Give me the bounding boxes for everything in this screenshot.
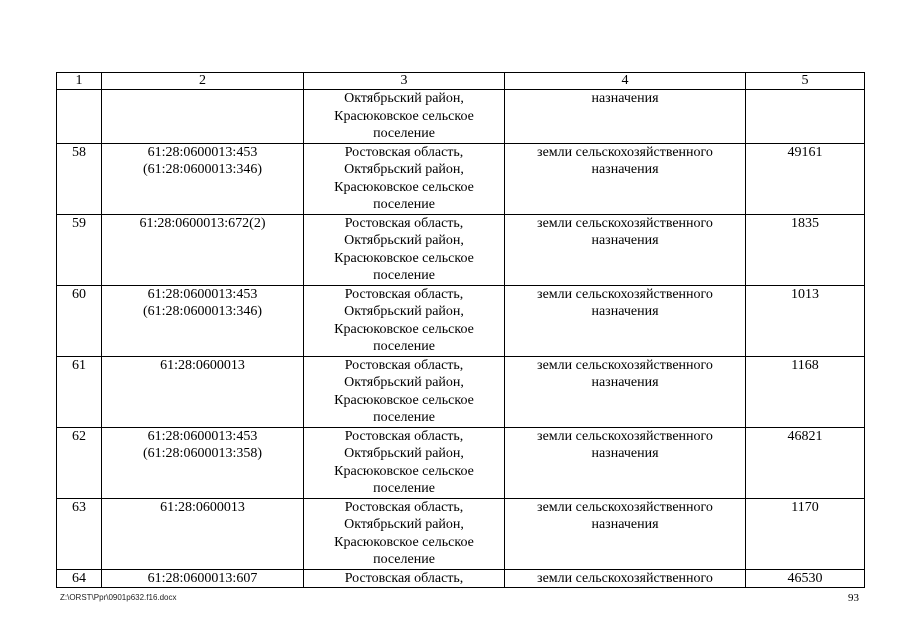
cadastral-number-cell: 61:28:0600013:453 (61:28:0600013:346): [102, 143, 304, 214]
row-number-cell: 62: [57, 427, 102, 498]
area-cell: 1170: [746, 498, 865, 569]
land-category-cell: земли сельскохозяйственного назначения: [505, 143, 746, 214]
column-number-5: 5: [746, 73, 865, 90]
table-row: [57, 214, 865, 285]
table-row: [57, 285, 865, 356]
cadastral-number-cell: 61:28:0600013: [102, 498, 304, 569]
location-cell: Ростовская область, Октябрьский район, Красюковское сельское поселение: [304, 498, 505, 569]
cadastral-number-cell: 61:28:0600013:453 (61:28:0600013:346): [102, 285, 304, 356]
land-category-cell: земли сельскохозяйственного назначения: [505, 427, 746, 498]
row-number-cell: 60: [57, 285, 102, 356]
row-number-cell: 58: [57, 143, 102, 214]
table-row: [57, 569, 865, 588]
column-number-row: [57, 73, 865, 90]
cadastral-number-cell: 61:28:0600013:607: [102, 569, 304, 588]
location-cell: Ростовская область, Октябрьский район, Красюковское сельское поселение: [304, 285, 505, 356]
table-row: [57, 90, 865, 144]
land-category-cell: земли сельскохозяйственного: [505, 569, 746, 588]
location-cell: Ростовская область, Октябрьский район, Красюковское сельское поселение: [304, 356, 505, 427]
land-category-cell: земли сельскохозяйственного назначения: [505, 498, 746, 569]
cadastral-number-cell: 61:28:0600013:453 (61:28:0600013:358): [102, 427, 304, 498]
table-row: [57, 356, 865, 427]
location-cell: Ростовская область, Октябрьский район, Красюковское сельское поселение: [304, 143, 505, 214]
area-cell: 49161: [746, 143, 865, 214]
table-row: [57, 143, 865, 214]
page-number: 93: [848, 592, 859, 604]
area-cell: 1168: [746, 356, 865, 427]
column-number-2: 2: [102, 73, 304, 90]
row-number-cell: [57, 90, 102, 144]
area-cell: 1013: [746, 285, 865, 356]
location-cell: Ростовская область,: [304, 569, 505, 588]
footer-file-path: Z:\ORST\Ppr\0901p632.f16.docx: [60, 593, 177, 602]
area-cell: 46530: [746, 569, 865, 588]
cadastral-number-cell: 61:28:0600013:672(2): [102, 214, 304, 285]
land-plots-table: [56, 72, 865, 588]
row-number-cell: 61: [57, 356, 102, 427]
area-cell: 46821: [746, 427, 865, 498]
location-cell: Ростовская область, Октябрьский район, Красюковское сельское поселение: [304, 214, 505, 285]
area-cell: 1835: [746, 214, 865, 285]
land-category-cell: назначения: [505, 90, 746, 144]
area-cell: [746, 90, 865, 144]
row-number-cell: 63: [57, 498, 102, 569]
location-cell: Октябрьский район, Красюковское сельское поселение: [304, 90, 505, 144]
column-number-4: 4: [505, 73, 746, 90]
table-row: [57, 498, 865, 569]
column-number-1: 1: [57, 73, 102, 90]
column-number-3: 3: [304, 73, 505, 90]
table-body: [57, 73, 865, 588]
cadastral-number-cell: [102, 90, 304, 144]
table-row: [57, 427, 865, 498]
row-number-cell: 64: [57, 569, 102, 588]
land-category-cell: земли сельскохозяйственного назначения: [505, 356, 746, 427]
row-number-cell: 59: [57, 214, 102, 285]
land-category-cell: земли сельскохозяйственного назначения: [505, 214, 746, 285]
cadastral-number-cell: 61:28:0600013: [102, 356, 304, 427]
location-cell: Ростовская область, Октябрьский район, Красюковское сельское поселение: [304, 427, 505, 498]
land-category-cell: земли сельскохозяйственного назначения: [505, 285, 746, 356]
